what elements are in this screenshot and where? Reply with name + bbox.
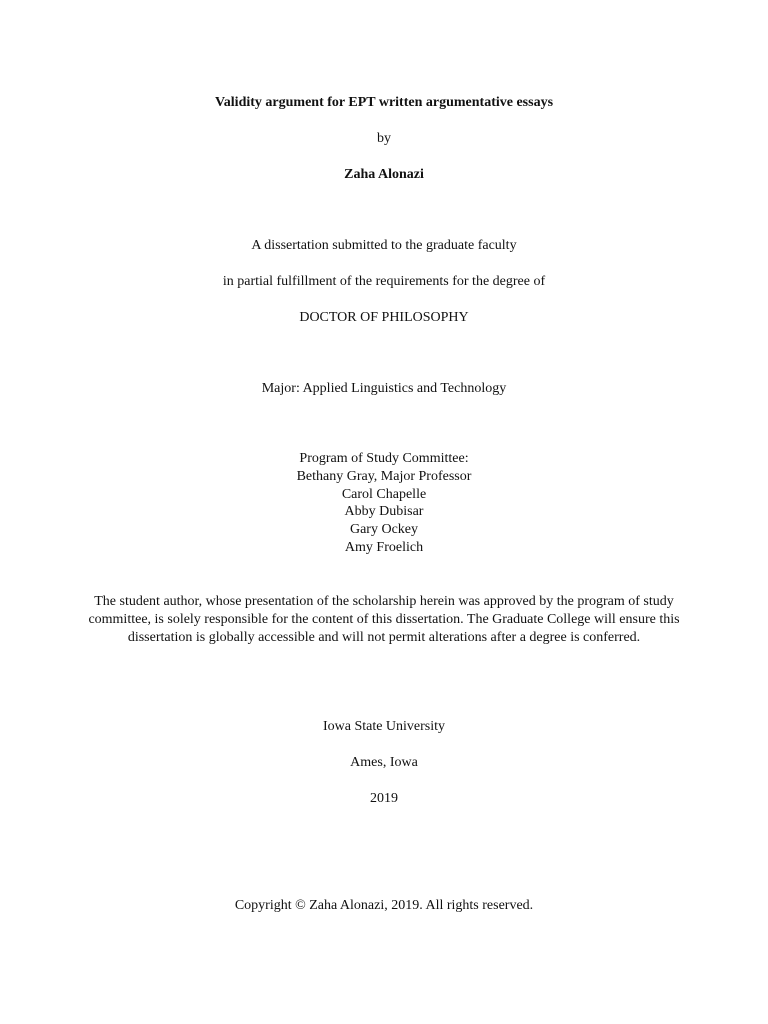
committee-heading: Program of Study Committee: <box>299 451 469 466</box>
committee-member: Gary Ockey <box>349 522 419 538</box>
dissertation-title: Validity argument for EPT written argumentative essays <box>214 95 554 110</box>
university-name: Iowa State University <box>322 719 446 734</box>
submission-line-1: A dissertation submitted to the graduate faculty <box>251 238 517 253</box>
committee-member: Bethany Gray, Major Professor <box>296 468 472 484</box>
committee-block <box>0 450 768 557</box>
city-name: Ames, Iowa <box>350 755 418 770</box>
committee-member: Carol Chapelle <box>341 486 427 502</box>
major: Major: Applied Linguistics and Technology <box>261 381 507 396</box>
by-line: by <box>377 131 391 146</box>
author-statement: The student author, whose presentation of the scholarship herein was approved by the program of study committee, is solely responsible for the content of this dissertation. The Graduate College will ensure this dissertation is globally accessible and will not permit alterations after a degree is conferred. <box>88 594 680 645</box>
year: 2019 <box>370 791 398 806</box>
copyright-notice: Copyright © Zaha Alonazi, 2019. All rights reserved. <box>234 898 534 913</box>
submission-line-2: in partial fulfillment of the requirements for the degree of <box>222 274 546 289</box>
committee-member: Abby Dubisar <box>344 504 424 520</box>
author-name: Zaha Alonazi <box>344 167 424 182</box>
committee-member: Amy Froelich <box>344 539 424 555</box>
degree-name: DOCTOR OF PHILOSOPHY <box>299 310 469 325</box>
